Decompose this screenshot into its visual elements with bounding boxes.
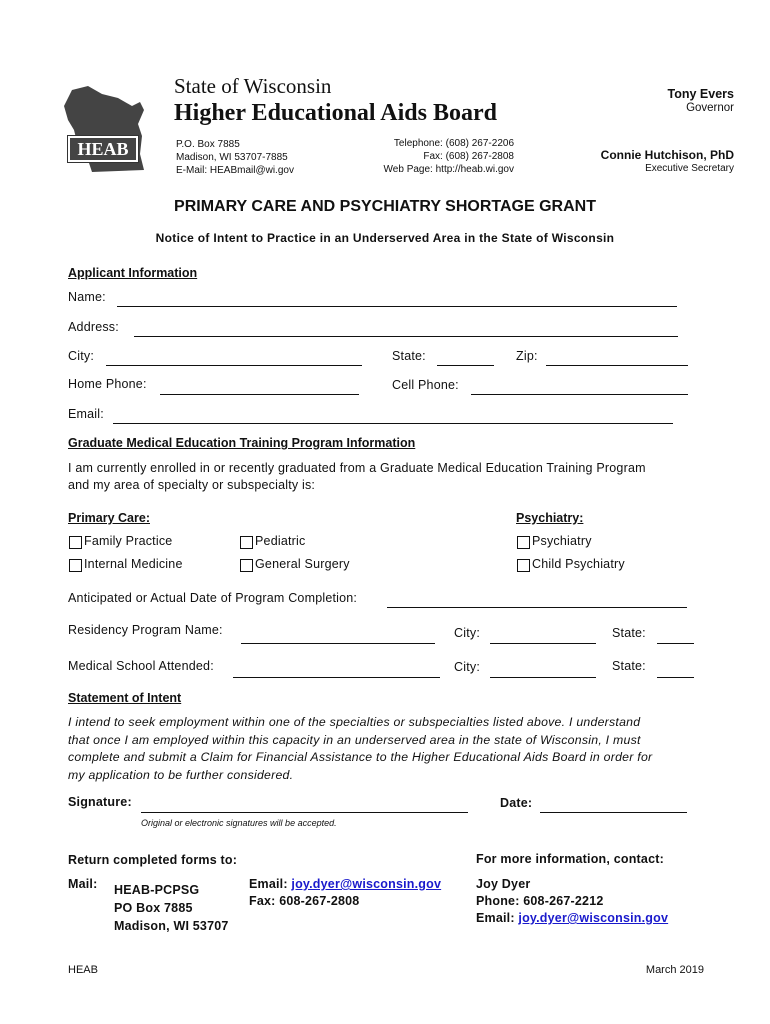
contact-phone-row [476, 894, 604, 908]
contact-email-link[interactable]: joy.dyer@wisconsin.gov [518, 911, 669, 925]
contact-phone-label: Phone: [476, 894, 520, 908]
email-field[interactable] [113, 423, 673, 424]
intent-heading: Statement of Intent [68, 691, 182, 705]
name-label: Name: [68, 290, 106, 304]
contact-block [340, 137, 514, 176]
city-field[interactable] [106, 365, 362, 366]
psychiatry-checkbox[interactable] [517, 536, 530, 549]
psychiatry-heading: Psychiatry: [516, 511, 584, 525]
family-practice-label: Family Practice [84, 534, 173, 548]
mail-line: HEAB-PCPSG [114, 883, 200, 897]
mail-label: Mail: [68, 877, 98, 891]
intent-line: complete and submit a Claim for Financial Assistance to the Higher Educational Aids Board in order for [68, 750, 653, 764]
wisconsin-map-icon [58, 84, 158, 176]
home-phone-field[interactable] [160, 394, 359, 395]
email-label: Email: [68, 407, 104, 421]
school-state-field[interactable] [657, 677, 694, 678]
intent-line: I intend to seek employment within one of the specialties or subspecialties listed above. I understand [68, 715, 641, 729]
cell-phone-field[interactable] [471, 394, 688, 395]
intent-line: my application to be further considered. [68, 767, 294, 782]
home-phone-label: Home Phone: [68, 377, 147, 391]
date-field[interactable] [540, 812, 687, 813]
return-email-link[interactable]: joy.dyer@wisconsin.gov [291, 877, 442, 891]
signature-field[interactable] [141, 812, 468, 813]
secretary-name: Connie Hutchison, PhD [600, 148, 734, 162]
address-line: P.O. Box 7885 [176, 139, 240, 150]
mail-line: PO Box 7885 [114, 901, 193, 915]
address-field[interactable] [134, 336, 678, 337]
gme-text-line-2: and my area of specialty or subspecialty is: [68, 478, 316, 492]
return-fax-row [249, 894, 359, 908]
governor-name: Tony Evers [667, 87, 734, 101]
intent-paragraph [68, 714, 652, 784]
return-fax-value: 608-267-2808 [279, 894, 360, 908]
info-heading: For more information, contact: [476, 852, 664, 866]
return-email-label: Email: [249, 877, 288, 891]
signature-note: Original or electronic signatures will be accepted. [141, 818, 337, 828]
date-label: Date: [500, 796, 533, 810]
return-heading: Return completed forms to: [68, 853, 238, 867]
residency-state-field[interactable] [657, 643, 694, 644]
gme-heading: Graduate Medical Education Training Program Information [68, 436, 416, 450]
general-surgery-label: General Surgery [255, 557, 350, 571]
address-block [176, 138, 294, 177]
internal-medicine-checkbox[interactable] [69, 559, 82, 572]
residency-name-label: Residency Program Name: [68, 623, 223, 637]
school-state-label: State: [612, 659, 646, 673]
residency-state-label: State: [612, 626, 646, 640]
completion-date-label: Anticipated or Actual Date of Program Completion: [68, 591, 358, 605]
gme-text-line-1: I am currently enrolled in or recently graduated from a Graduate Medical Education Training Program [68, 461, 646, 475]
logo-text: HEAB [68, 136, 138, 162]
contact-name: Joy Dyer [476, 877, 531, 891]
form-subtitle: Notice of Intent to Practice in an Underserved Area in the State of Wisconsin [155, 231, 615, 245]
contact-phone-value: 608-267-2212 [523, 894, 604, 908]
cell-phone-label: Cell Phone: [392, 378, 459, 392]
governor-title: Governor [686, 102, 734, 114]
child-psychiatry-checkbox[interactable] [517, 559, 530, 572]
pediatric-checkbox[interactable] [240, 536, 253, 549]
state-label: State: [392, 349, 426, 363]
medical-school-label: Medical School Attended: [68, 659, 214, 673]
city-label: City: [68, 349, 94, 363]
contact-email-label: Email: [476, 911, 515, 925]
state-field[interactable] [437, 365, 494, 366]
primary-care-heading: Primary Care: [68, 511, 150, 525]
general-surgery-checkbox[interactable] [240, 559, 253, 572]
contact-line: Web Page: http://heab.wi.gov [383, 164, 514, 175]
family-practice-checkbox[interactable] [69, 536, 82, 549]
form-title: PRIMARY CARE AND PSYCHIATRY SHORTAGE GRANT [174, 198, 596, 215]
internal-medicine-label: Internal Medicine [84, 557, 183, 571]
applicant-heading: Applicant Information [68, 266, 198, 280]
mail-line: Madison, WI 53707 [114, 919, 229, 933]
return-email-row [249, 877, 441, 891]
school-city-field[interactable] [490, 677, 596, 678]
name-field[interactable] [117, 306, 677, 307]
school-city-label: City: [454, 660, 480, 674]
state-title: State of Wisconsin [174, 74, 332, 98]
child-psychiatry-label: Child Psychiatry [532, 557, 625, 571]
completion-date-field[interactable] [387, 607, 687, 608]
contact-email-row [476, 911, 668, 925]
secretary-title: Executive Secretary [645, 163, 734, 174]
pediatric-label: Pediatric [255, 534, 306, 548]
residency-name-field[interactable] [241, 643, 435, 644]
board-title: Higher Educational Aids Board [174, 100, 497, 126]
footer-right: March 2019 [645, 964, 704, 976]
residency-city-field[interactable] [490, 643, 596, 644]
intent-line: that once I am employed within this capacity in an underserved area in the state of Wisconsin, I must [68, 732, 641, 747]
return-fax-label: Fax: [249, 894, 276, 908]
zip-field[interactable] [546, 365, 688, 366]
psychiatry-label: Psychiatry [532, 534, 592, 548]
mail-address [114, 881, 229, 935]
footer-left: HEAB [68, 964, 98, 976]
residency-city-label: City: [454, 626, 480, 640]
medical-school-field[interactable] [233, 677, 440, 678]
address-line: E-Mail: HEABmail@wi.gov [176, 165, 294, 176]
signature-label: Signature: [68, 795, 132, 809]
contact-line: Fax: (608) 267-2808 [423, 151, 514, 162]
zip-label: Zip: [516, 349, 538, 363]
address-label: Address: [68, 320, 119, 334]
heab-logo [58, 84, 158, 176]
contact-line: Telephone: (608) 267-2206 [393, 138, 514, 149]
address-line: Madison, WI 53707-7885 [176, 152, 288, 163]
